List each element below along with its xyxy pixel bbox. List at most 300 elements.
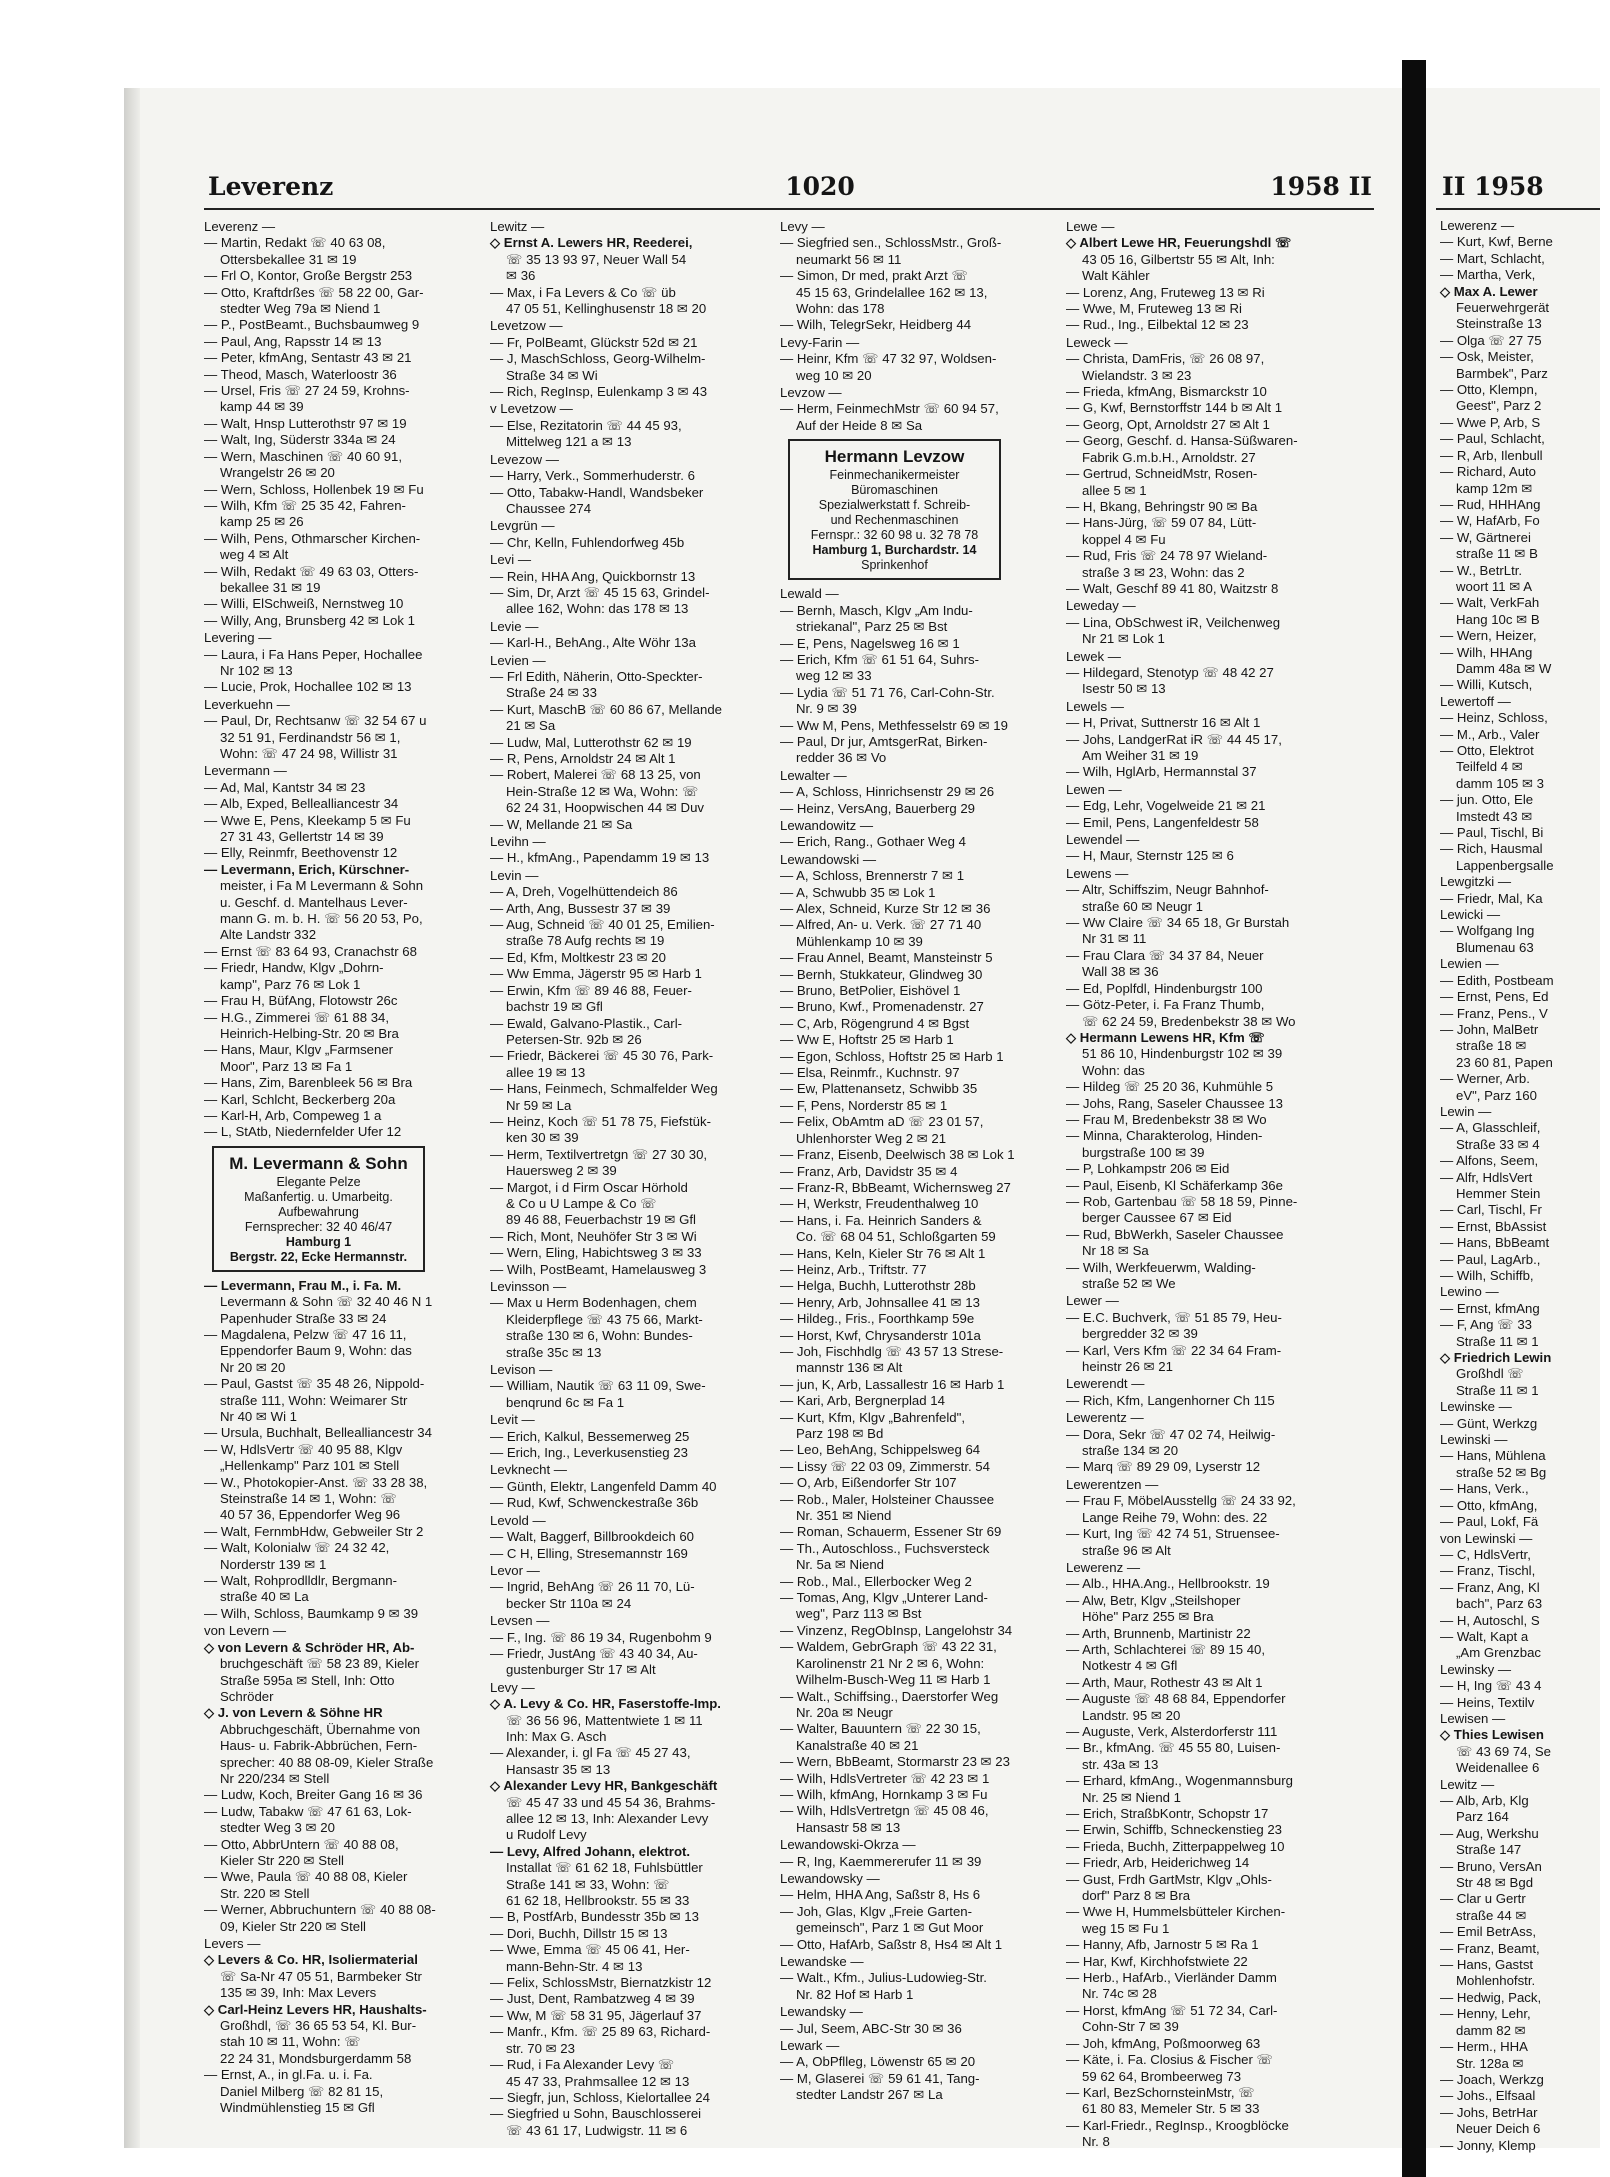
directory-entry: — Egon, Schloss, Hoftstr 25 ✉ Harb 1 <box>780 1048 1004 1064</box>
entry-continuation: Nr. 25 ✉ Niend 1 <box>1082 1789 1182 1805</box>
directory-entry: — Alw, Betr, Klgv „Steilshoper <box>1066 1592 1241 1608</box>
entry-continuation: neumarkt 56 ✉ 11 <box>796 251 902 267</box>
entry-continuation: u Rudolf Levy <box>506 1827 587 1843</box>
directory-entry: — C, Arb, Rögengrund 4 ✉ Bgst <box>780 1015 970 1031</box>
directory-entry: — Hedwig, Pack, <box>1440 1989 1542 2005</box>
directory-entry: — Ww M, Pens, Methfesselstr 69 ✉ 19 <box>780 717 1008 733</box>
entry-continuation: bruchgeschäft ☏ 58 23 89, Kieler <box>220 1656 420 1672</box>
directory-entry: — Ww Emma, Jägerstr 95 ✉ Harb 1 <box>490 966 702 982</box>
entry-continuation: Wohn: ☏ 47 24 98, Willistr 31 <box>220 746 398 761</box>
surname-heading: Levit — <box>490 1412 535 1428</box>
directory-entry: — Alex, Schneid, Kurze Str 12 ✉ 36 <box>780 901 991 916</box>
directory-entry: — Walt, Geschf 89 41 80, Waitzstr 8 <box>1066 580 1279 596</box>
directory-entry: — Erhard, kfmAng., Wogenmannsburg <box>1066 1773 1293 1789</box>
entry-continuation: sprecher: 40 88 08-09, Kieler Straße <box>220 1754 434 1770</box>
firm-entry: ◇ Thies Lewisen <box>1440 1727 1544 1743</box>
entry-continuation: stedter Landstr 267 ✉ La <box>796 2087 943 2103</box>
directory-entry: — Felix, SchlossMstr, Biernatzkistr 12 <box>490 1975 712 1991</box>
directory-entry: — Alexander, i. gl Fa ☏ 45 27 43, <box>490 1745 691 1761</box>
directory-entry: — Karl-H., BehAng., Alte Wöhr 13a <box>490 635 696 651</box>
entry-continuation: Hansastr 58 ✉ 13 <box>796 1819 901 1835</box>
entry-continuation: Heinrich-Helbing-Str. 20 ✉ Bra <box>220 1025 399 1041</box>
directory-entry: — Just, Dent, Rambatzweg 4 ✉ 39 <box>490 1991 695 2007</box>
directory-entry: — L, StAtb, Niedernfelder Ufer 12 <box>204 1124 402 1140</box>
directory-entry: — Lina, ObSchwest iR, Veilchenweg <box>1066 614 1281 630</box>
entry-continuation: heinstr 26 ✉ 21 <box>1082 1359 1173 1375</box>
directory-entry: — Kurt, MaschB ☏ 60 86 67, Mellande <box>490 701 722 717</box>
directory-entry: — Rud., Ing., Eilbektal 12 ✉ 23 <box>1066 317 1249 333</box>
entry-continuation: Hemmer Stein <box>1456 1185 1541 1201</box>
directory-entry: — Ursula, Buchhalt, Bellealliancestr 34 <box>204 1425 432 1441</box>
directory-entry: — Walt, Ing, Süderstr 334a ✉ 24 <box>204 432 396 448</box>
directory-entry: — Rich, Mont, Neuhöfer Str 3 ✉ Wi <box>490 1228 697 1244</box>
surname-heading: Lewandowski — <box>780 851 877 867</box>
entry-continuation: straße 40 ✉ La <box>220 1589 309 1605</box>
directory-entry: — Wern, Schloss, Hollenbek 19 ✉ Fu <box>204 481 424 497</box>
directory-entry: — Kari, Arb, Bergnerplad 14 <box>780 1393 945 1409</box>
entry-continuation: Straße 24 ✉ 33 <box>506 685 597 701</box>
entry-continuation: straße 18 ✉ <box>1456 1038 1527 1054</box>
directory-entry: — Olga ☏ 27 75 <box>1440 332 1542 348</box>
directory-entry: — Wwe, Paula ☏ 40 88 08, Kieler <box>204 1869 408 1885</box>
directory-entry: — B, PostfArb, Bundesstr 35b ✉ 13 <box>490 1909 699 1925</box>
entry-continuation: Abbruchgeschäft, Übernahme von <box>220 1721 421 1737</box>
directory-entry: — Herm, Textilvertretgn ☏ 27 30 30, <box>490 1146 708 1162</box>
facing-page-header: II 1958 <box>1442 172 1544 201</box>
directory-entry: — Joh, Fischhdlg ☏ 43 57 13 Strese- <box>780 1343 1004 1359</box>
surname-heading: Lewald — <box>780 586 839 602</box>
surname-heading: Levermann — <box>204 763 287 779</box>
directory-entry: — Alfr, HdlsVert <box>1440 1169 1533 1185</box>
running-head-left: Leverenz <box>208 172 334 201</box>
surname-heading: Lewien — <box>1440 956 1499 972</box>
directory-entry: — Wilh, HHAng <box>1440 644 1533 660</box>
entry-continuation: gemeinsch", Parz 1 ✉ Gut Moor <box>796 1920 984 1936</box>
entry-continuation: Wall 38 ✉ 36 <box>1082 964 1159 980</box>
surname-heading: Leverkuehn — <box>204 696 290 712</box>
directory-entry: — Horst, kfmAng ☏ 51 72 34, Carl- <box>1066 2002 1278 2018</box>
directory-entry: — Ed, Kfm, Moltkestr 23 ✉ 20 <box>490 949 666 965</box>
surname-heading: von Levern — <box>204 1623 287 1639</box>
entry-continuation: Nr. 5a ✉ Niend <box>796 1557 885 1573</box>
surname-heading: Lewark — <box>780 2038 840 2054</box>
facing-page-column <box>1440 218 1610 2153</box>
directory-entry: — Tomas, Ang, Klgv „Unterer Land- <box>780 1590 988 1606</box>
directory-entry: — Wilh, HdlsVertreter ☏ 42 23 ✉ 1 <box>780 1770 990 1786</box>
entry-continuation: straße 11 ✉ B <box>1456 546 1538 562</box>
entry-continuation: Steinstraße 14 ✉ 1, Wohn: ☏ <box>220 1491 397 1507</box>
entry-continuation: ☏ 45 47 33 und 45 54 36, Brahms- <box>506 1794 716 1810</box>
directory-entry: — Wern, BbBeamt, Stormarstr 23 ✉ 23 <box>780 1754 1010 1770</box>
directory-entry: — F., Ing. ☏ 86 19 34, Rugenbohm 9 <box>490 1629 712 1645</box>
directory-entry: — Paul, LagArb., <box>1440 1251 1541 1267</box>
entry-continuation: weg 4 ✉ Alt <box>220 547 289 563</box>
entry-continuation: Straße 147 <box>1456 1842 1522 1858</box>
entry-continuation: Kanalstraße 40 ✉ 21 <box>796 1737 919 1753</box>
entry-continuation: Nr. 8 <box>1082 2134 1110 2150</box>
directory-entry: — Edg, Lehr, Vogelweide 21 ✉ 21 <box>1066 798 1266 814</box>
entry-continuation: ✉ 36 <box>506 268 536 284</box>
directory-entry: — W, Gärtnerei <box>1440 529 1531 545</box>
entry-continuation: koppel 4 ✉ Fu <box>1082 531 1166 547</box>
surname-heading: Levzow — <box>780 385 842 401</box>
entry-continuation: bachstr 19 ✉ Gfl <box>506 999 603 1015</box>
directory-entry: — Günt, Werkzg <box>1440 1415 1538 1431</box>
surname-heading: Levie — <box>490 618 539 634</box>
directory-entry: — Ew, Plattenansetz, Schwibb 35 <box>780 1081 978 1097</box>
directory-entry: — F, Pens, Norderstr 85 ✉ 1 <box>780 1097 948 1113</box>
header-rule <box>204 208 1374 210</box>
entry-continuation: Karolinenstr 21 Nr 2 ✉ 6, Wohn: <box>796 1655 985 1671</box>
entry-continuation: Isestr 50 ✉ 13 <box>1082 681 1166 697</box>
directory-entry: — jun, K, Arb, Lassallestr 16 ✉ Harb 1 <box>780 1376 1005 1392</box>
surname-heading: Lewens — <box>1066 865 1129 881</box>
directory-entry: — Heinz, Arb., Triftstr. 77 <box>780 1261 927 1277</box>
directory-entry: — Ewald, Galvano-Plastik., Carl- <box>490 1015 683 1031</box>
surname-heading: Lewendel — <box>1066 832 1140 848</box>
directory-entry: — Hans, Gastst <box>1440 1957 1534 1973</box>
directory-entry: — Siegfr, jun, Schloss, Kielortallee 24 <box>490 2089 710 2105</box>
directory-entry: — Franz, Tischl, <box>1440 1563 1536 1579</box>
directory-entry: — M, Glaserei ☏ 59 61 41, Tang- <box>780 2070 980 2086</box>
directory-entry: — Wwe H, Hummelsbütteler Kirchen- <box>1066 1904 1286 1920</box>
directory-entry: — Lydia ☏ 51 71 76, Carl-Cohn-Str. <box>780 684 995 700</box>
directory-entry: — Arth, Maur, Rothestr 43 ✉ Alt 1 <box>1066 1674 1263 1690</box>
directory-entry: — E, Pens, Nagelsweg 16 ✉ 1 <box>780 635 960 651</box>
surname-heading: Lewino — <box>1440 1284 1499 1300</box>
entry-continuation: woort 11 ✉ A <box>1456 578 1533 594</box>
entry-continuation: Nr. 351 ✉ Niend <box>796 1508 892 1524</box>
entry-continuation: allee 5 ✉ 1 <box>1082 482 1147 498</box>
directory-entry: — Käte, i. Fa. Closius & Fischer ☏ <box>1066 2052 1274 2068</box>
directory-entry: — Paul, Dr jur, AmtsgerRat, Birken- <box>780 733 988 749</box>
entry-continuation: bergredder 32 ✉ 39 <box>1082 1326 1198 1342</box>
entry-continuation: Installat ☏ 61 62 18, Fuhlsbüttler <box>506 1860 703 1876</box>
firm-entry: ◇ Carl-Heinz Levers HR, Haushalts- <box>204 2001 427 2017</box>
surname-heading: Levison — <box>490 1362 553 1378</box>
directory-entry: — Gertrud, SchneidMstr, Rosen- <box>1066 466 1258 482</box>
entry-continuation: 23 60 81, Papen <box>1456 1054 1553 1070</box>
surname-heading: Levetzow — <box>490 318 563 334</box>
directory-entry: — Ernst, A., in gl.Fa. u. i. Fa. <box>204 2067 373 2083</box>
directory-entry: — A, Schloss, Brennerstr 7 ✉ 1 <box>780 868 965 884</box>
facing-page <box>1426 88 1600 2153</box>
ad-line: Spezialwerkstatt f. Schreib- <box>818 498 971 513</box>
directory-entry: — Hans, i. Fa. Heinrich Sanders & <box>780 1212 982 1228</box>
directory-entry: — Joach, Werkzg <box>1440 2071 1544 2087</box>
entry-continuation: Feuerwehrgerät <box>1456 300 1550 316</box>
entry-continuation: straße 96 ✉ Alt <box>1082 1542 1171 1558</box>
surname-heading: von Lewinski — <box>1440 1530 1533 1546</box>
entry-continuation: Imstedt 43 ✉ <box>1456 808 1533 824</box>
entry-continuation: Nr 59 ✉ La <box>506 1097 572 1113</box>
directory-entry: — Bernh, Stukkateur, Glindweg 30 <box>780 966 983 982</box>
entry-continuation: straße 35c ✉ 13 <box>506 1344 602 1360</box>
entry-continuation: 61 80 83, Memeler Str. 5 ✉ 33 <box>1082 2101 1260 2117</box>
firm-entry: ◇ Albert Lewe HR, Feuerungshdl ☏ <box>1066 235 1292 251</box>
directory-entry: — Karl, BezSchornsteinMstr, ☏ <box>1066 2084 1255 2100</box>
directory-entry: — Frau F, MöbelAusstellg ☏ 24 33 92, <box>1066 1493 1296 1509</box>
directory-entry: — Rich, RegInsp, Eulenkamp 3 ✉ 43 <box>490 384 708 400</box>
entry-continuation: Kleiderpflege ☏ 43 75 66, Markt- <box>506 1311 703 1327</box>
entry-continuation: allee 19 ✉ 13 <box>506 1064 586 1080</box>
surname-heading: Levold — <box>490 1512 546 1528</box>
directory-entry: — G, Kwf, Bernstorffstr 144 b ✉ Alt 1 <box>1066 400 1283 416</box>
directory-entry: — Ludw, Tabakw ☏ 47 61 63, Lok- <box>204 1803 412 1819</box>
surname-heading: v Levetzow — <box>490 401 573 417</box>
entry-continuation: Ottersbekallee 31 ✉ 19 <box>220 251 357 267</box>
directory-entry: — P., PostBeamt., Buchsbaumweg 9 <box>204 317 420 333</box>
directory-entry: — H, Werkstr, Freudenthalweg 10 <box>780 1196 979 1212</box>
ad-address-line: Hamburg 1, Burchardstr. 14 <box>812 543 977 558</box>
directory-entry: — Bruno, BetPolier, Eishövel 1 <box>780 983 961 999</box>
surname-heading: Lewgitzki — <box>1440 874 1512 890</box>
entry-continuation: weg 10 ✉ 20 <box>796 367 872 383</box>
directory-entry: — Christa, DamFris, ☏ 26 08 97, <box>1066 351 1265 367</box>
directory-entry: — Rud, BbWerkh, Saseler Chaussee <box>1066 1226 1284 1242</box>
entry-continuation: 43 05 16, Gilbertstr 55 ✉ Alt, Inh: <box>1082 251 1275 267</box>
directory-entry: — Wilh, PostBeamt, Hamelausweg 3 <box>490 1261 707 1277</box>
entry-continuation: weg 12 ✉ 33 <box>796 668 872 684</box>
directory-entry: — Wilh, Schloss, Baumkamp 9 ✉ 39 <box>204 1605 419 1621</box>
directory-entry: — W., Photokopier-Anst. ☏ 33 28 38, <box>204 1474 428 1490</box>
directory-entry: — Lucie, Prok, Hochallee 102 ✉ 13 <box>204 679 412 695</box>
directory-entry: — Minna, Charakterolog, Hinden- <box>1066 1128 1263 1144</box>
directory-entry: — Paul, Ang, Rapsstr 14 ✉ 13 <box>204 333 382 349</box>
directory-entry: — Alb, Arb, Klg <box>1440 1793 1529 1808</box>
entry-continuation: Str. 128a ✉ <box>1456 2055 1524 2071</box>
directory-entry: — Ernst, Pens, Ed <box>1440 989 1549 1005</box>
entry-continuation: Landstr. 95 ✉ 20 <box>1082 1707 1181 1723</box>
directory-entry: — Rud, i Fa Alexander Levy ☏ <box>490 2057 675 2073</box>
directory-entry: — Walt, Baggerf, Billbrookdeich 60 <box>490 1529 695 1545</box>
ad-line: Fernspr.: 32 60 98 u. 32 78 78 <box>810 528 979 543</box>
firm-entry: ◇ von Levern & Schröder HR, Ab- <box>204 1639 415 1655</box>
directory-entry: — Martha, Verk, <box>1440 267 1536 283</box>
directory-entry: — Dora, Sekr ☏ 47 02 74, Heilwig- <box>1066 1426 1276 1442</box>
entry-continuation: ken 30 ✉ 39 <box>506 1130 579 1146</box>
directory-entry: — Richard, Auto <box>1440 464 1537 480</box>
surname-heading: Lewinske — <box>1440 1399 1512 1415</box>
entry-continuation: Straße 11 ✉ 1 <box>1456 1333 1539 1349</box>
surname-heading: Leverenz — <box>204 219 276 234</box>
directory-entry: — Frau M, Bredenbekstr 38 ✉ Wo <box>1066 1111 1267 1127</box>
directory-entry: — Walt, FernmbHdw, Gebweiler Str 2 <box>204 1523 424 1539</box>
directory-entry: — Otto, kfmAng, <box>1440 1497 1538 1513</box>
entry-continuation: gustenburger Str 17 ✉ Alt <box>506 1662 656 1678</box>
entry-continuation: Nr. 74c ✉ 28 <box>1082 1986 1157 2002</box>
directory-entry: — Joh, kfmAng, Poßmoorweg 63 <box>1066 2035 1261 2051</box>
entry-continuation: kamp 12m ✉ <box>1456 480 1533 496</box>
entry-continuation: Großhdl, ☏ 36 65 53 54, Kl. Bur- <box>220 2018 417 2034</box>
directory-entry: — Helm, HHA Ang, Saßstr 8, Hs 6 <box>780 1887 981 1903</box>
entry-continuation: stedter Weg 3 ✉ 20 <box>220 1820 335 1836</box>
directory-entry: — Lorenz, Ang, Fruteweg 13 ✉ Ri <box>1066 284 1265 300</box>
surname-heading: Lewerentzen — <box>1066 1476 1159 1492</box>
firm-entry: ◇ Friedrich Lewin <box>1440 1350 1552 1366</box>
entry-continuation: Nr. 20a ✉ Neugr <box>796 1704 893 1720</box>
entry-continuation: Notkestr 4 ✉ Gfl <box>1082 1658 1178 1674</box>
directory-entry: — Leo, BehAng, Schippelsweg 64 <box>780 1442 981 1458</box>
entry-continuation: mann-Behn-Str. 4 ✉ 13 <box>506 1958 643 1974</box>
directory-entry: — Aug, Schneid ☏ 40 01 25, Emilien- <box>490 917 715 933</box>
surname-heading: Lewandowitz — <box>780 817 874 833</box>
directory-entry: — Johs, LandgerRat iR ☏ 44 45 17, <box>1066 731 1282 747</box>
entry-continuation: benqrund 6c ✉ Fa 1 <box>506 1394 625 1410</box>
directory-entry: — Wilh, TelegrSekr, Heidberg 44 <box>780 317 972 333</box>
surname-heading: Levin — <box>490 867 539 883</box>
entry-continuation: Hein-Straße 12 ✉ Wa, Wohn: ☏ <box>506 783 699 799</box>
directory-entry: — M., Arb., Valer <box>1440 726 1540 742</box>
directory-entry: — Jul, Seem, ABC-Str 30 ✉ 36 <box>780 2020 962 2036</box>
directory-entry: — Heins, Textilv <box>1440 1694 1535 1710</box>
directory-entry: — Frau Annel, Beamt, Mansteinstr 5 <box>780 950 993 966</box>
entry-continuation: straße 3 ✉ 23, Wohn: das 2 <box>1082 564 1245 580</box>
firm-entry: ◇ Ernst A. Lewers HR, Reederei, <box>490 235 693 251</box>
directory-entry: — Aug, Werkshu <box>1440 1825 1539 1841</box>
entry-continuation: becker Str 110a ✉ 24 <box>506 1595 632 1611</box>
directory-entry: — Harry, Verk., Sommerhuderstr. 6 <box>490 468 695 484</box>
directory-entry: — Günth, Elektr, Langenfeld Damm 40 <box>490 1478 717 1494</box>
directory-entry: — Wern, Eling, Habichtsweg 3 ✉ 33 <box>490 1245 702 1261</box>
surname-heading: Lewisen — <box>1440 1710 1506 1726</box>
ad-address-line: Hamburg 1 <box>285 1234 352 1249</box>
directory-entry: — R, Pens, Arnoldstr 24 ✉ Alt 1 <box>490 751 676 766</box>
firm-entry: ◇ Max A. Lewer <box>1440 283 1538 299</box>
directory-entry: — Otto, Tabakw-Handl, Wandsbeker <box>490 484 704 500</box>
column-4 <box>1066 218 1298 2150</box>
entry-continuation: 21 ✉ Sa <box>506 718 556 734</box>
surname-heading: Lewicki — <box>1440 907 1501 923</box>
directory-entry: — Erich, Ing., Leverkusenstieg 23 <box>490 1445 688 1461</box>
directory-entry: — Ww, M ☏ 58 31 95, Jägerlauf 37 <box>490 2007 702 2023</box>
directory-page <box>140 88 1402 2148</box>
surname-heading: Lewels — <box>1066 698 1124 714</box>
surname-heading: Levy-Farin — <box>780 334 860 350</box>
directory-entry: — Walt, Hnsp Lutterothstr 97 ✉ 19 <box>204 415 407 431</box>
directory-entry: — A, Glasschleif, <box>1440 1120 1541 1136</box>
entry-continuation: Petersen-Str. 92b ✉ 26 <box>506 1031 642 1047</box>
entry-continuation: mann G. m. b. H. ☏ 56 20 53, Po, <box>220 911 423 927</box>
directory-entry: — H, Autoschl, S <box>1440 1612 1540 1628</box>
entry-continuation: straße 134 ✉ 20 <box>1082 1443 1179 1459</box>
facing-header-rule <box>1436 208 1600 210</box>
firm-entry: ◇ Levers & Co. HR, Isoliermaterial <box>204 1952 418 1968</box>
directory-entry: — Wwe, M, Fruteweg 13 ✉ Ri <box>1066 301 1242 317</box>
entry-continuation: damm 105 ✉ 3 <box>1456 775 1545 791</box>
entry-continuation: kamp", Parz 76 ✉ Lok 1 <box>220 976 361 992</box>
page-number: 1020 <box>785 172 855 201</box>
directory-entry: — C, HdlsVertr, <box>1440 1546 1531 1562</box>
entry-continuation: Nr 31 ✉ 11 <box>1082 931 1147 947</box>
directory-entry: — A, ObPflleg, Löwenstr 65 ✉ 20 <box>780 2054 976 2070</box>
directory-entry: — Otto, AbbrUntern ☏ 40 88 08, <box>204 1836 399 1852</box>
surname-heading: Lewalter — <box>780 767 847 783</box>
surname-heading: Levien — <box>490 652 546 668</box>
directory-entry: — Walt, Kapt a <box>1440 1628 1529 1644</box>
directory-entry: — Max, i Fa Levers & Co ☏ üb <box>490 284 676 300</box>
surname-heading: Leweck — <box>1066 334 1128 350</box>
directory-entry: — Emil, Pens, Langenfeldestr 58 <box>1066 814 1259 830</box>
entry-continuation: mannstr 136 ✉ Alt <box>796 1360 903 1376</box>
entry-continuation: Eppendorfer Baum 9, Wohn: das <box>220 1343 412 1359</box>
entry-continuation: 89 46 88, Feuerbachstr 19 ✉ Gfl <box>506 1212 696 1228</box>
directory-entry: — Wolfgang Ing <box>1440 923 1535 939</box>
directory-entry: — Arth, Brunnenb, Martinistr 22 <box>1066 1625 1251 1641</box>
entry-continuation: 45 47 33, Prahmsallee 12 ✉ 13 <box>506 2073 690 2089</box>
entry-continuation: Walt Kähler <box>1082 268 1150 284</box>
directory-entry: — H, Privat, Suttnerstr 16 ✉ Alt 1 <box>1066 715 1261 731</box>
directory-entry: — Heinz, Schloss, <box>1440 710 1548 726</box>
directory-entry: — Ursel, Fris ☏ 27 24 59, Krohns- <box>204 383 410 399</box>
directory-entry: — Friedr, Mal, Ka <box>1440 890 1543 906</box>
directory-entry: — Helga, Buchh, Lutterothstr 28b <box>780 1278 976 1294</box>
directory-entry: — Wwe E, Pens, Kleekamp 5 ✉ Fu <box>204 812 411 828</box>
directory-entry: — Franz-R, BbBeamt, Wichernsweg 27 <box>780 1179 1011 1195</box>
entry-continuation: stedter Weg 79a ✉ Niend 1 <box>220 301 381 317</box>
entry-continuation: Cohn-Str 7 ✉ 39 <box>1082 2019 1179 2035</box>
entry-continuation: Levermann & Sohn ☏ 32 40 46 N 1 <box>220 1294 433 1310</box>
entry-continuation: straße 60 ✉ Neugr 1 <box>1082 898 1203 914</box>
entry-continuation: Mühlenkamp 10 ✉ 39 <box>796 933 923 949</box>
surname-heading: Levers — <box>204 1936 261 1951</box>
surname-heading: Lewandowsky — <box>780 1870 880 1886</box>
directory-entry: — Willy, Ang, Brunsberg 42 ✉ Lok 1 <box>204 612 415 628</box>
entry-continuation: kamp 25 ✉ 26 <box>220 514 304 530</box>
running-head-right: 1958 II <box>1270 172 1372 201</box>
directory-entry: — jun. Otto, Ele <box>1440 792 1534 808</box>
directory-entry: — Edith, Postbeam <box>1440 972 1554 988</box>
directory-entry: — Franz, Eisenb, Deelwisch 38 ✉ Lok 1 <box>780 1147 1015 1163</box>
surname-heading: Lewinski — <box>1440 1432 1508 1448</box>
surname-heading: Lewandsky — <box>780 2004 863 2020</box>
directory-entry: — Wern, Heizer, <box>1440 628 1537 644</box>
entry-continuation: Nr 21 ✉ Lok 1 <box>1082 631 1165 647</box>
entry-continuation: u. Geschf. d. Mantelhaus Lever- <box>220 894 408 910</box>
entry-continuation: damm 82 ✉ <box>1456 2022 1526 2038</box>
entry-continuation: Inh: Max G. Asch <box>506 1728 607 1744</box>
surname-heading: Lewerentz — <box>1066 1410 1144 1426</box>
directory-entry: — Frl O, Kontor, Große Bergstr 253 <box>204 268 413 284</box>
ad-line: Maßanfertig. u. Umarbeitg. <box>244 1189 393 1204</box>
surname-heading: Levihn — <box>490 834 546 850</box>
directory-entry: — Walt, VerkFah <box>1440 595 1540 611</box>
directory-entry: — O, Arb, Eißendorfer Str 107 <box>780 1475 957 1491</box>
entry-continuation: Wilhelm-Busch-Weg 11 ✉ Harb 1 <box>796 1672 991 1688</box>
directory-entry: — Paul, Eisenb, Kl Schäferkamp 36e <box>1066 1177 1283 1193</box>
entry-continuation: Großhdl ☏ <box>1456 1366 1524 1382</box>
entry-continuation: Straße 33 ✉ 4 <box>1456 1136 1540 1152</box>
surname-heading: Lewitz — <box>1440 1776 1495 1792</box>
directory-entry: — Marq ☏ 89 29 09, Lyserstr 12 <box>1066 1459 1261 1475</box>
entry-continuation: Auf der Heide 8 ✉ Sa <box>796 417 923 433</box>
directory-entry: — Wwe, Emma ☏ 45 06 41, Her- <box>490 1942 690 1958</box>
directory-entry: — Johs., Elfsaal <box>1440 2088 1536 2104</box>
ad-line: Büromaschinen <box>851 483 938 498</box>
entry-continuation: 22 24 31, Mondsburgerdamm 58 <box>220 2050 412 2066</box>
entry-continuation: Wielandstr. 3 ✉ 23 <box>1082 367 1192 383</box>
directory-entry: — Hans, Maur, Klgv „Farmsener <box>204 1042 394 1058</box>
directory-entry: — Hans, Zim, Barenbleek 56 ✉ Bra <box>204 1075 413 1091</box>
directory-entry: — J, MaschSchloss, Georg-Wilhelm- <box>490 351 706 367</box>
directory-entry: — Walter, Bauuntern ☏ 22 30 15, <box>780 1721 981 1737</box>
directory-entry: — W., BetrLtr. <box>1440 562 1523 578</box>
directory-entry: — Walt., Schiffsing., Daerstorfer Weg <box>780 1688 999 1704</box>
directory-entry: — Walt, Rohprodlldlr, Bergmann- <box>204 1573 398 1589</box>
entry-continuation: 61 62 18, Hellbrookstr. 55 ✉ 33 <box>506 1893 690 1909</box>
directory-entry: — Ernst ☏ 83 64 93, Cranachstr 68 <box>204 943 417 959</box>
directory-entry: — P, Lohkampstr 206 ✉ Eid <box>1066 1161 1230 1177</box>
